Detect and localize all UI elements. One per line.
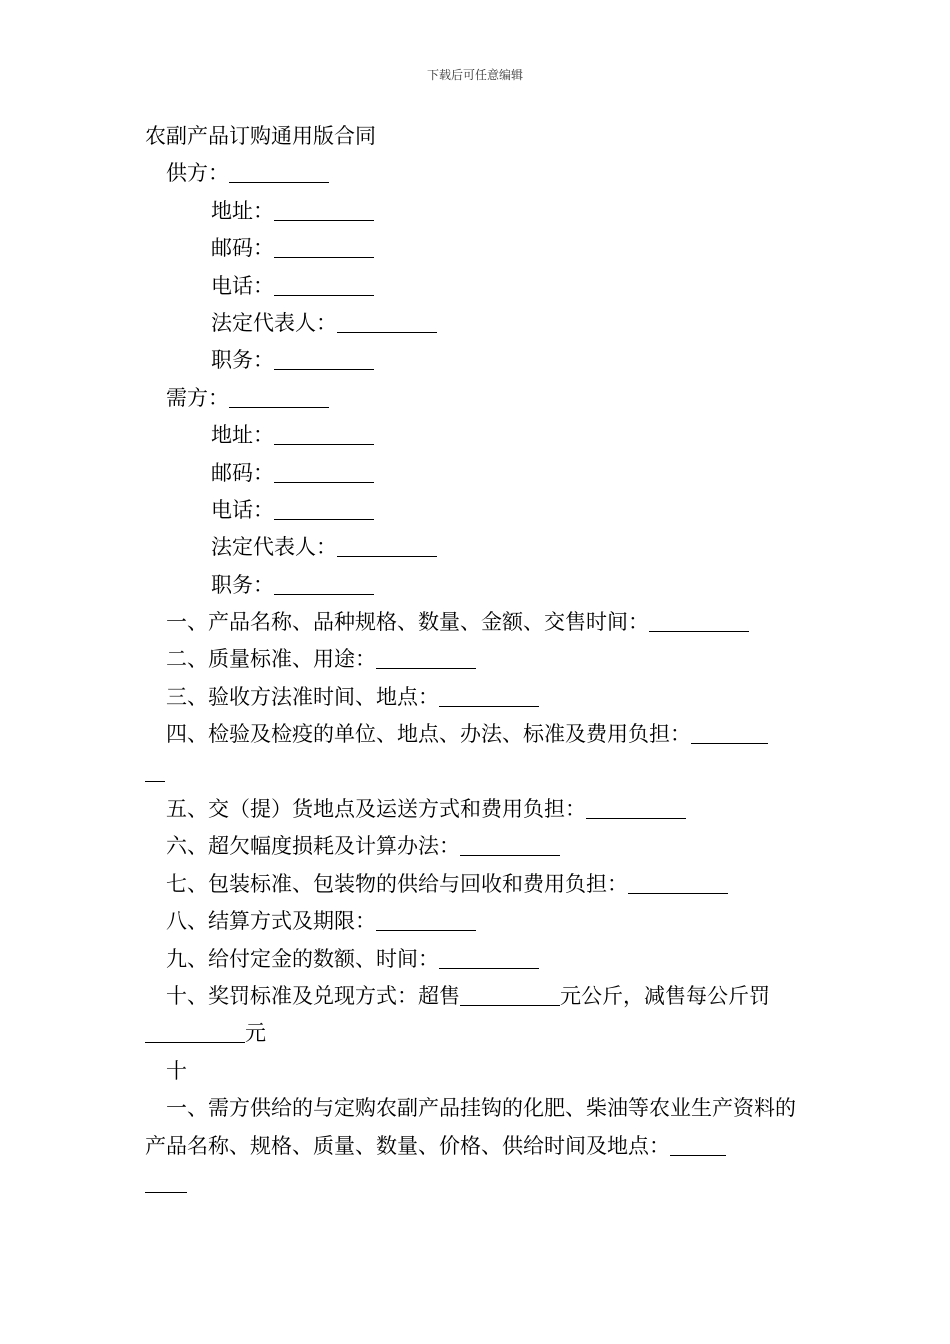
clause-11-blank-continuation[interactable] (145, 1168, 187, 1193)
supplier-position-blank[interactable] (274, 345, 374, 370)
header-note: 下载后可任意编辑 (426, 68, 523, 82)
clause-10-continuation (145, 1015, 810, 1052)
supplier-row (145, 155, 810, 192)
clause-text: 四、检验及检疫的单位、地点、办法、标准及费用负担： (166, 722, 691, 747)
clause-10-penalty-blank[interactable] (145, 1018, 245, 1043)
clause-9 (145, 941, 810, 978)
clause-text: 六、超欠幅度损耗及计算办法： (166, 834, 460, 859)
contract-body (145, 118, 810, 1202)
clause-11 (145, 1090, 810, 1202)
clause-text: 七、包装标准、包装物的供给与回收和费用负担： (166, 871, 628, 896)
clause-text: 一、产品名称、品种规格、数量、金额、交售时间： (166, 610, 649, 635)
buyer-position-blank[interactable] (274, 570, 374, 595)
buyer-phone-row (145, 492, 810, 529)
clause-11-text: 一、需方供给的与定购农副产品挂钩的化肥、柴油等农业生产资料的产品名称、规格、质量、数量、价格、供给时间及地点： (145, 1096, 796, 1158)
clause-3-blank[interactable] (439, 682, 539, 707)
clause-1-blank[interactable] (649, 607, 749, 632)
clause-text: 九、给付定金的数额、时间： (166, 946, 439, 971)
buyer-blank[interactable] (229, 383, 329, 408)
clause-4-blank-continuation[interactable] (145, 757, 165, 782)
supplier-position-row (145, 342, 810, 379)
field-label: 地址： (211, 198, 274, 223)
buyer-representative-row (145, 529, 810, 566)
clause-10 (145, 978, 810, 1015)
clause-10-part3: 元 (245, 1021, 266, 1046)
field-label: 职务： (211, 572, 274, 597)
supplier-address-blank[interactable] (274, 196, 374, 221)
supplier-postcode-row (145, 230, 810, 267)
buyer-label: 需方： (166, 385, 229, 410)
clause-5 (145, 791, 810, 828)
field-label: 法定代表人： (211, 310, 337, 335)
clause-text: 二、质量标准、用途： (166, 647, 376, 672)
field-label: 电话： (211, 497, 274, 522)
buyer-phone-blank[interactable] (274, 495, 374, 520)
field-label: 电话： (211, 273, 274, 298)
clause-4-blank[interactable] (691, 719, 768, 744)
buyer-address-blank[interactable] (274, 420, 374, 445)
clause-text: 八、结算方式及期限： (166, 909, 376, 934)
supplier-phone-row (145, 268, 810, 305)
supplier-postcode-blank[interactable] (274, 233, 374, 258)
buyer-row (145, 380, 810, 417)
clause-10-oversale-blank[interactable] (460, 981, 560, 1006)
clause-5-blank[interactable] (586, 794, 686, 819)
clause-10-part1: 十、奖罚标准及兑现方式：超售 (166, 983, 460, 1008)
clause-7 (145, 866, 810, 903)
clause-9-blank[interactable] (439, 944, 539, 969)
buyer-postcode-row (145, 455, 810, 492)
clause-3 (145, 679, 810, 716)
field-label: 邮码： (211, 236, 274, 261)
clause-6 (145, 828, 810, 865)
clause-2 (145, 641, 810, 678)
clause-2-blank[interactable] (376, 644, 476, 669)
clause-11-prefix: 十 (166, 1058, 187, 1083)
field-label: 法定代表人： (211, 535, 337, 560)
supplier-blank[interactable] (229, 158, 329, 183)
field-label: 地址： (211, 423, 274, 448)
clause-10-part2: 元公斤，减售每公斤罚 (560, 983, 770, 1008)
clause-1 (145, 604, 810, 641)
supplier-representative-blank[interactable] (337, 308, 437, 333)
clause-8 (145, 903, 810, 940)
field-label: 邮码： (211, 460, 274, 485)
buyer-address-row (145, 417, 810, 454)
clause-4 (145, 716, 810, 753)
buyer-representative-blank[interactable] (337, 532, 437, 557)
supplier-representative-row (145, 305, 810, 342)
supplier-phone-blank[interactable] (274, 271, 374, 296)
clause-7-blank[interactable] (628, 869, 728, 894)
supplier-address-row (145, 193, 810, 230)
supplier-label: 供方： (166, 161, 229, 186)
clause-text: 五、交（提）货地点及运送方式和费用负担： (166, 797, 586, 822)
buyer-postcode-blank[interactable] (274, 458, 374, 483)
clause-6-blank[interactable] (460, 831, 560, 856)
clause-text: 三、验收方法准时间、地点： (166, 684, 439, 709)
buyer-position-row (145, 567, 810, 604)
clause-8-blank[interactable] (376, 906, 476, 931)
field-label: 职务： (211, 348, 274, 373)
clause-4-continuation (145, 754, 810, 791)
contract-title: 农副产品订购通用版合同 (145, 124, 376, 148)
clause-11-blank[interactable] (670, 1131, 726, 1156)
